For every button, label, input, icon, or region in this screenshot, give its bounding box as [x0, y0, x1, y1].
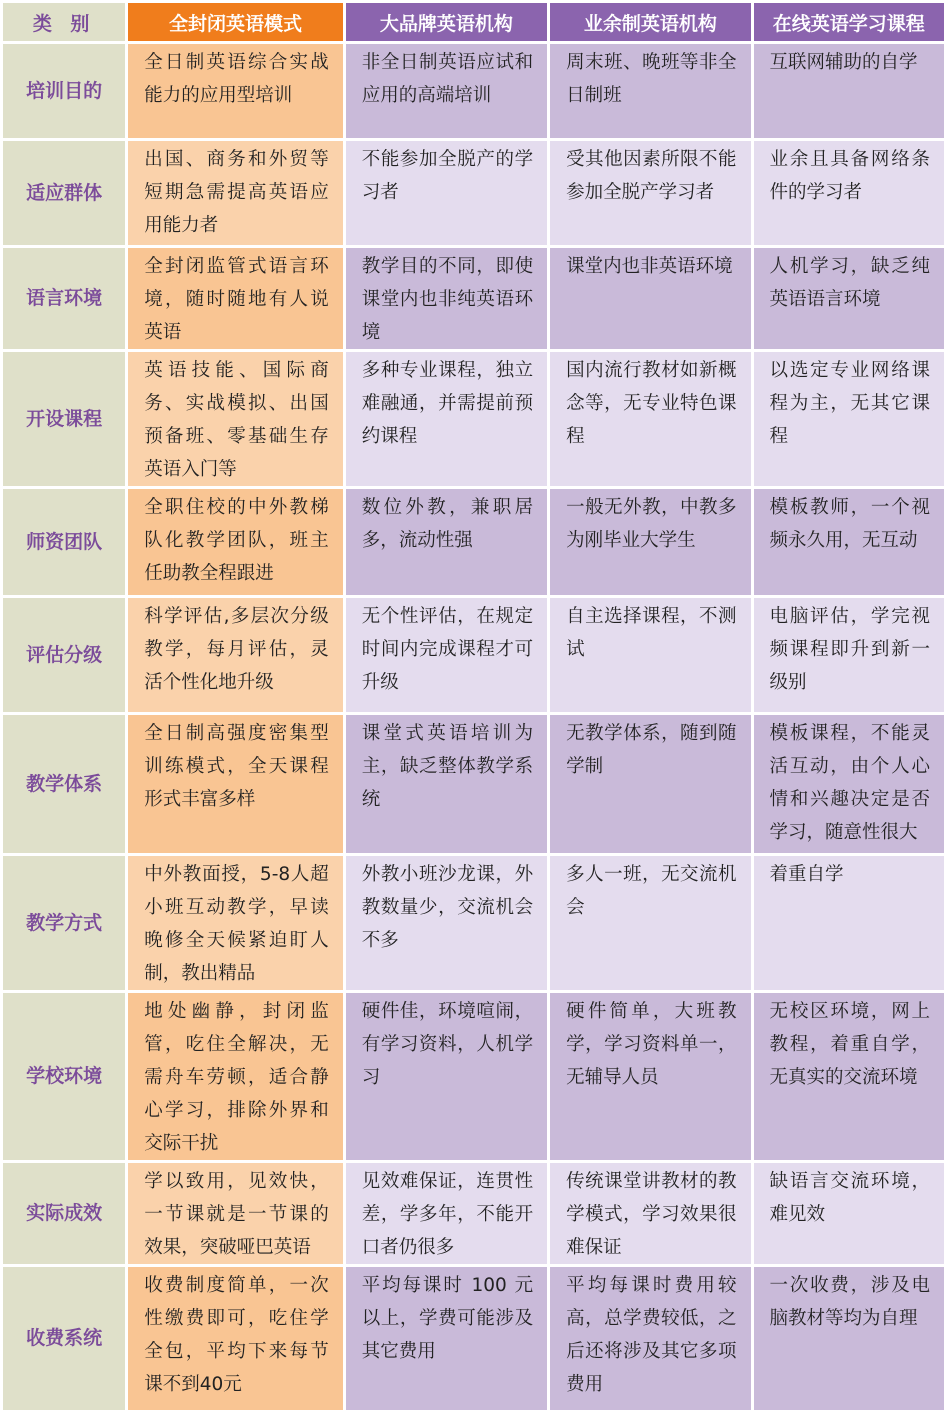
- cell-part-time: 无教学体系，随到随学制: [550, 715, 750, 853]
- cell-online: 着重自学: [754, 856, 944, 990]
- cell-online: 模板课程，不能灵活互动，由个人心情和兴趣决定是否学习，随意性很大: [754, 715, 944, 853]
- cell-full-immersion: 全日制英语综合实战能力的应用型培训: [128, 44, 342, 138]
- cell-full-immersion: 学以致用，见效快，一节课就是一节课的效果，突破哑巴英语: [128, 1163, 342, 1264]
- row-category: 师资团队: [3, 489, 125, 595]
- row-category: 开设课程: [3, 352, 125, 486]
- cell-full-immersion: 全职住校的中外教梯队化教学团队，班主任助教全程跟进: [128, 489, 342, 595]
- cell-part-time: 受其他因素所限不能参加全脱产学习者: [550, 141, 750, 245]
- cell-big-brand: 硬件佳，环境喧闹，有学习资料，人机学习: [346, 993, 547, 1160]
- cell-part-time: 自主选择课程，不测试: [550, 598, 750, 712]
- cell-big-brand: 见效难保证，连贯性差，学多年，不能开口者仍很多: [346, 1163, 547, 1264]
- row-category: 评估分级: [3, 598, 125, 712]
- cell-online: 以选定专业网络课程为主，无其它课程: [754, 352, 944, 486]
- table-row: [3, 1267, 944, 1410]
- cell-big-brand: 不能参加全脱产的学习者: [346, 141, 547, 245]
- header-online: 在线英语学习课程: [754, 3, 944, 41]
- cell-online: 人机学习，缺乏纯英语语言环境: [754, 248, 944, 349]
- cell-big-brand: 数位外教，兼职居多，流动性强: [346, 489, 547, 595]
- cell-big-brand: 无个性评估，在规定时间内完成课程才可升级: [346, 598, 547, 712]
- cell-online: 一次收费，涉及电脑教材等均为自理: [754, 1267, 944, 1410]
- cell-big-brand: 平均每课时 100 元以上，学费可能涉及其它费用: [346, 1267, 547, 1410]
- table-row: [3, 141, 944, 245]
- table-row: [3, 1163, 944, 1264]
- cell-part-time: 国内流行教材如新概念等，无专业特色课程: [550, 352, 750, 486]
- header-full-immersion: 全封闭英语模式: [128, 3, 342, 41]
- cell-full-immersion: 收费制度简单，一次性缴费即可，吃住学全包，平均下来每节课不到40元: [128, 1267, 342, 1410]
- cell-part-time: 传统课堂讲教材的教学模式，学习效果很难保证: [550, 1163, 750, 1264]
- cell-part-time: 一般无外教，中教多为刚毕业大学生: [550, 489, 750, 595]
- cell-full-immersion: 全封闭监管式语言环境，随时随地有人说英语: [128, 248, 342, 349]
- table-row: [3, 352, 944, 486]
- cell-full-immersion: 地处幽静，封闭监管，吃住全解决，无需舟车劳顿，适合静心学习，排除外界和交际干扰: [128, 993, 342, 1160]
- table-row: [3, 44, 944, 138]
- cell-full-immersion: 科学评估,多层次分级教学，每月评估，灵活个性化地升级: [128, 598, 342, 712]
- cell-full-immersion: 全日制高强度密集型训练模式，全天课程形式丰富多样: [128, 715, 342, 853]
- cell-big-brand: 外教小班沙龙课，外教数量少，交流机会不多: [346, 856, 547, 990]
- cell-big-brand: 教学目的不同，即使课堂内也非纯英语环境: [346, 248, 547, 349]
- cell-part-time: 硬件简单，大班教学，学习资料单一，无辅导人员: [550, 993, 750, 1160]
- row-category: 实际成效: [3, 1163, 125, 1264]
- cell-big-brand: 课堂式英语培训为主，缺乏整体教学系统: [346, 715, 547, 853]
- row-category: 语言环境: [3, 248, 125, 349]
- cell-full-immersion: 英语技能、国际商务、实战模拟、出国预备班、零基础生存英语入门等: [128, 352, 342, 486]
- table-row: [3, 489, 944, 595]
- cell-part-time: 课堂内也非英语环境: [550, 248, 750, 349]
- table-row: [3, 715, 944, 853]
- cell-part-time: 多人一班，无交流机会: [550, 856, 750, 990]
- cell-online: 电脑评估，学完视频课程即升到新一级别: [754, 598, 944, 712]
- cell-online: 无校区环境，网上教程，着重自学，无真实的交流环境: [754, 993, 944, 1160]
- table-row: [3, 598, 944, 712]
- row-category: 教学体系: [3, 715, 125, 853]
- cell-online: 互联网辅助的自学: [754, 44, 944, 138]
- row-category: 学校环境: [3, 993, 125, 1160]
- table-row: [3, 248, 944, 349]
- cell-full-immersion: 出国、商务和外贸等短期急需提高英语应用能力者: [128, 141, 342, 245]
- header-part-time: 业余制英语机构: [550, 3, 750, 41]
- cell-part-time: 平均每课时费用较高，总学费较低，之后还将涉及其它多项费用: [550, 1267, 750, 1410]
- header-big-brand: 大品牌英语机构: [346, 3, 547, 41]
- row-category: 适应群体: [3, 141, 125, 245]
- cell-online: 模板教师，一个视频永久用，无互动: [754, 489, 944, 595]
- cell-big-brand: 多种专业课程，独立难融通，并需提前预约课程: [346, 352, 547, 486]
- cell-full-immersion: 中外教面授，5-8人超小班互动教学，早读晚修全天候紧迫盯人制，教出精品: [128, 856, 342, 990]
- cell-part-time: 周末班、晚班等非全日制班: [550, 44, 750, 138]
- row-category: 教学方式: [3, 856, 125, 990]
- cell-online: 缺语言交流环境，难见效: [754, 1163, 944, 1264]
- header-category: 类 别: [3, 3, 125, 41]
- row-category: 培训目的: [3, 44, 125, 138]
- table-row: [3, 993, 944, 1160]
- header-row: [3, 3, 944, 41]
- cell-big-brand: 非全日制英语应试和应用的高端培训: [346, 44, 547, 138]
- row-category: 收费系统: [3, 1267, 125, 1410]
- table-row: [3, 856, 944, 990]
- cell-online: 业余且具备网络条件的学习者: [754, 141, 944, 245]
